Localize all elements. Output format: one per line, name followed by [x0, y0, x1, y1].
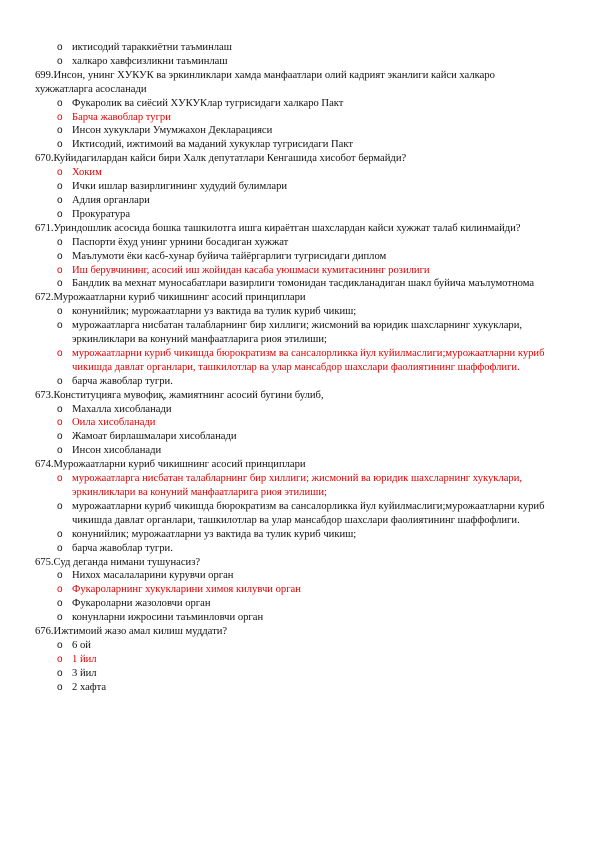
- answer-option: [35, 277, 555, 291]
- answer-text: Адлия органлари: [72, 194, 150, 206]
- answer-option-correct: [35, 166, 555, 180]
- question-block: [35, 625, 555, 695]
- answer-option: [35, 305, 555, 319]
- bullet-icon: o: [57, 55, 63, 67]
- answer-text: Бандлик ва мехнат муносабатлари вазирлиги томонидан тасдикланадиган шакл буйича маълумотнома: [72, 278, 535, 290]
- answer-text: барча жавоблар тугри.: [72, 542, 173, 554]
- answer-option: [35, 681, 555, 695]
- answer-text: барча жавоблар тугри.: [72, 375, 173, 387]
- answer-text: 2 хафта: [72, 681, 107, 693]
- answer-text: иктисодий тараккиётни таъминлаш: [72, 42, 232, 53]
- answer-text: мурожаатларга нисбатан талабларнинг бир хиллиги; жисмоний ва юридик шахсларнинг хукуклари, эркинликлари ва конуний манфаатларига риоя этилиши;: [72, 320, 523, 346]
- question-text: 672.Мурожаатларни куриб чикишнинг асосий принциплари: [35, 292, 306, 304]
- answer-option: [35, 236, 555, 250]
- answer-option: [35, 250, 555, 264]
- answer-text: 3 йил: [72, 667, 97, 679]
- answer-text: Жамоат бирлашмалари хисобланади: [72, 431, 237, 443]
- question-block: [35, 152, 555, 222]
- bullet-icon: o: [57, 653, 63, 665]
- answer-options: [35, 236, 555, 292]
- answer-option: [35, 124, 555, 138]
- answer-text: Прокуратура: [72, 208, 131, 220]
- question-block: [35, 69, 555, 152]
- answer-options: [35, 166, 555, 222]
- answer-text: 6 ой: [72, 639, 91, 651]
- answer-text: Нихох масалаларини курувчи орган: [72, 570, 234, 582]
- answer-option: [35, 319, 555, 347]
- answer-option: [35, 41, 555, 55]
- answer-option-correct: [35, 416, 555, 430]
- question-text: 671.Уриндошлик асосида бошка ташкилотга ишга кираётган шахслардан кайси хужжат талаб килинмайди?: [35, 222, 521, 234]
- bullet-icon: o: [57, 264, 63, 276]
- bullet-icon: o: [57, 639, 63, 651]
- bullet-icon: o: [57, 528, 63, 540]
- bullet-icon: o: [57, 236, 63, 248]
- answer-options: [35, 569, 555, 625]
- answer-option: [35, 194, 555, 208]
- answer-text: Фукароларнинг хукукларини химоя килувчи орган: [72, 584, 301, 596]
- question-text: 673.Конституцияга мувофиқ, жамиятнинг асосий бугини булиб,: [35, 389, 324, 401]
- question-text: 670.Куйидагилардан кайси бири Халк депутатлари Кенгашида хисобот бермайди?: [35, 153, 407, 165]
- answer-text: Хоким: [72, 167, 102, 179]
- answer-text: Инсон хукуклари Умумжахон Декларацияси: [72, 125, 273, 137]
- answer-option-correct: [35, 472, 555, 500]
- answer-options: [35, 41, 555, 69]
- question-block: [35, 458, 555, 555]
- answer-option-correct: [35, 111, 555, 125]
- answer-option: [35, 500, 555, 528]
- bullet-icon: o: [57, 278, 63, 290]
- answer-text: Иктисодий, ижтимоий ва маданий хукуклар тугрисидаги Пакт: [72, 139, 354, 151]
- bullet-icon: o: [57, 97, 63, 109]
- bullet-icon: o: [57, 375, 63, 387]
- question-block: [35, 556, 555, 626]
- answer-text: Фукароларни жазоловчи орган: [72, 598, 211, 610]
- bullet-icon: o: [57, 320, 63, 332]
- bullet-icon: o: [57, 542, 63, 554]
- bullet-icon: o: [57, 417, 63, 429]
- answer-text: конунларни ижросини таъминловчи орган: [72, 612, 264, 624]
- answer-text: мурожаатларни куриб чикишда бюрократизм ва сансалорликка йул куйилмаслиги;мурожаатларни куриб чикишда давлат органлари, ташкилотлар ва улар мансабдор шахслари фаолиятининг шаффофлиги.: [72, 347, 545, 373]
- bullet-icon: o: [57, 403, 63, 415]
- answer-option: [35, 667, 555, 681]
- bullet-icon: o: [57, 208, 63, 220]
- answer-text: мурожаатларни куриб чикишда бюрократизм ва сансалорликка йул куйилмаслиги;мурожаатларни куриб чикишда давлат органлари, ташкилотлар ва улар мансабдор шахслари фаолиятининг шаффофлиги.: [72, 500, 545, 526]
- answer-text: Иш берувчининг, асосий иш жойидан касаба уюшмаси кумитасининг розилиги: [72, 264, 430, 276]
- answer-option: [35, 55, 555, 69]
- bullet-icon: o: [57, 181, 63, 193]
- answer-option: [35, 611, 555, 625]
- question-text: 699.Инсон, унинг ХУКУК ва эркинликлари хамда манфаатлари олий кадрият эканлиги кайси халкаро хужжатларга асосланади: [35, 69, 495, 95]
- question-block: [35, 41, 555, 69]
- bullet-icon: o: [57, 306, 63, 318]
- answer-option: [35, 528, 555, 542]
- bullet-icon: o: [57, 250, 63, 262]
- answer-option: [35, 639, 555, 653]
- bullet-icon: o: [57, 500, 63, 512]
- bullet-icon: o: [57, 667, 63, 679]
- answer-option: [35, 444, 555, 458]
- answer-option-correct: [35, 653, 555, 667]
- bullet-icon: o: [57, 194, 63, 206]
- answer-text: Ички ишлар вазирлигининг худудий булимлари: [72, 181, 288, 193]
- answer-option-correct: [35, 583, 555, 597]
- answer-text: конунийлик; мурожаатларни уз вактида ва тулик куриб чикиш;: [72, 306, 357, 318]
- answer-options: [35, 305, 555, 388]
- answer-text: 1 йил: [72, 653, 97, 665]
- bullet-icon: o: [57, 445, 63, 457]
- answer-option: [35, 569, 555, 583]
- answer-option: [35, 403, 555, 417]
- answer-option: [35, 97, 555, 111]
- answer-text: Инсон хисобланади: [72, 445, 162, 457]
- answer-option-correct: [35, 347, 555, 375]
- answer-option: [35, 597, 555, 611]
- question-block: [35, 222, 555, 292]
- bullet-icon: o: [57, 347, 63, 359]
- bullet-icon: o: [57, 612, 63, 624]
- bullet-icon: o: [57, 139, 63, 151]
- answer-text: Фукаролик ва сиёсий ХУКУКлар тугрисидаги халкаро Пакт: [72, 97, 344, 109]
- bullet-icon: o: [57, 431, 63, 443]
- answer-text: Паспорти ёхуд унинг урнини босадиган хужжат: [72, 236, 289, 248]
- answer-text: конунийлик; мурожаатларни уз вактида ва тулик куриб чикиш;: [72, 528, 357, 540]
- question-text: 675.Суд деганда нимани тушунасиз?: [35, 556, 201, 568]
- bullet-icon: o: [57, 125, 63, 137]
- answer-option: [35, 180, 555, 194]
- answer-option-correct: [35, 264, 555, 278]
- bullet-icon: o: [57, 167, 63, 179]
- answer-text: Барча жавоблар тугри: [72, 111, 171, 123]
- answer-options: [35, 472, 555, 555]
- answer-option: [35, 208, 555, 222]
- answer-option: [35, 375, 555, 389]
- bullet-icon: o: [57, 570, 63, 582]
- answer-option: [35, 430, 555, 444]
- question-block: [35, 389, 555, 459]
- bullet-icon: o: [57, 42, 63, 53]
- answer-text: Оила хисобланади: [72, 417, 156, 429]
- answer-options: [35, 639, 555, 695]
- bullet-icon: o: [57, 598, 63, 610]
- bullet-icon: o: [57, 111, 63, 123]
- bullet-icon: o: [57, 584, 63, 596]
- bullet-icon: o: [57, 681, 63, 693]
- answer-option: [35, 542, 555, 556]
- answer-text: Маълумоти ёки касб-хунар буйича тайёргарлиги тугрисидаги диплом: [72, 250, 387, 262]
- answer-options: [35, 97, 555, 153]
- answer-text: халкаро хавфсизликни таъминлаш: [72, 55, 228, 67]
- bullet-icon: o: [57, 473, 63, 485]
- answer-option: [35, 138, 555, 152]
- question-text: 676.Ижтимоий жазо амал килиш муддати?: [35, 626, 228, 638]
- answer-text: Махалла хисобланади: [72, 403, 172, 415]
- answer-text: мурожаатларга нисбатан талабларнинг бир хиллиги; жисмоний ва юридик шахсларнинг хукуклари, эркинликлари ва конуний манфаатларига риоя этилиши;: [72, 473, 523, 498]
- answer-options: [35, 403, 555, 459]
- question-block: [35, 291, 555, 388]
- question-text: 674.Мурожаатларни куриб чикишнинг асосий принциплари: [35, 459, 306, 471]
